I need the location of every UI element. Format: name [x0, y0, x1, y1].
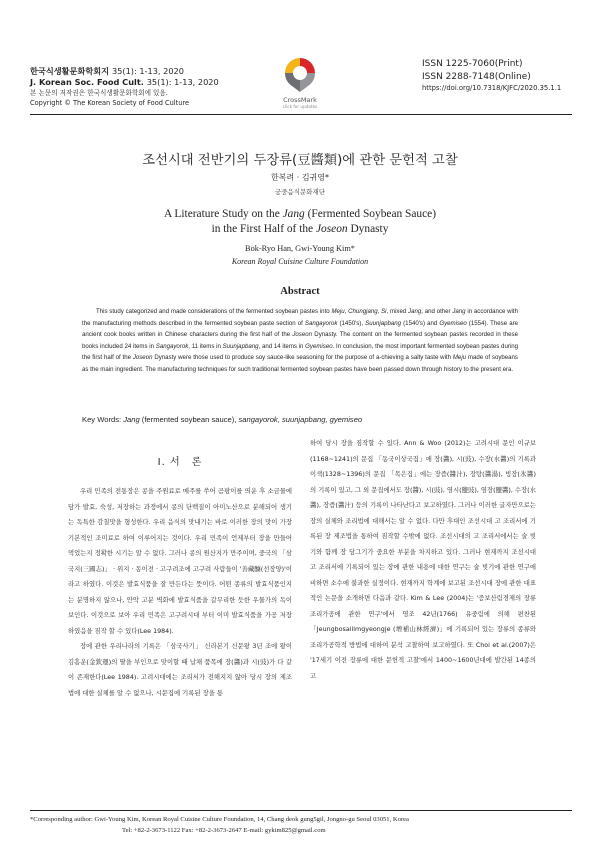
title-english: A Literature Study on the Jang (Fermented Soybean Sauce) in the First Half of the Joseon Dynasty — [163, 208, 437, 235]
corresponding-author-footnote — [30, 814, 575, 836]
header-rule — [30, 114, 572, 115]
copyright-en: Copyright © The Korean Society of Food Culture — [30, 99, 190, 107]
authors-korean: 한복려 · 김귀영* — [271, 173, 329, 182]
copyright-ko: 본 논문의 저작권은 한국식생활문화학회에 있음. — [30, 89, 168, 97]
crossmark-icon — [283, 56, 317, 94]
body-paragraph: 하여 당시 장을 짐작할 수 있다. Ann & Woo (2012)는 고려시대 문인 이규보(1168~1241)의 문집 「동국이상국집」에 장(醬), 시(豉), 수장(水醬)의 기록과 이색(1328~1396)의 문집 「목은집」에는 장즙(醬汁), 장탕(醬湯), 빙장(氷醬)의 기록이 있고, 그 외 문집에서도 장(醬), 시(豉), 염시(鹽豉), 염장(鹽醬), 수장(水醬), 장즙(醬汁) 등의 기록이 나타난다고 보고하였다. 그러나 이러한 글자만으로는 장의 실체와 조리법에 대해서는 알 수 없다. 다만 후대인 조선시대 고 조리서에 기록된 장 제조법을 통하여 짐작할 수밖에 없다. 조선시대의 고 조리서에서는 술 빚기와 함께 장 담그기가 중요한 부분을 차지하고 있다. 그러나 현재까지 조선시대 고 조리서에 기록되어 있는 장에 관한 내용에 대한 연구는 술 빚기에 관한 연구에 비하면 소수에 불과한 실정이다. 현재까지 학계에 보고된 조선시대 장에 관한 대표적인 논문을 소개하면 다음과 같다. Kim & Lee (2004)는 '증보산림경제의 장류 조리가공에 관한 연구'에서 영조 42년(1766) 유중림에 의해 편찬된 「Jeungbosallimgyeongje (增補山林經濟)」에 기록되어 있는 장류의 종류와 조리가공학적 방법에 대하여 분석 고찰하여 보고하였다. 또 Choi et al.(2007)은 '17세기 이전 장류에 대한 문헌적 고찰'에서 1400~1600년대에 발간된 14종의 고 — [310, 440, 536, 680]
section-heading-introduction: Ⅰ. 서 론 — [157, 457, 203, 468]
doi-link[interactable]: https://doi.org/10.7318/KJFC/2020.35.1.1 — [422, 84, 562, 92]
issn-online: ISSN 2288-7148(Online) — [422, 71, 531, 82]
keywords: Key Words: Jang (fermented soybean sauce), sangayorok, suunjapbang, gyemiseo — [82, 415, 363, 424]
abstract-heading: Abstract — [280, 286, 320, 297]
crossmark-label: CrossMark — [283, 96, 317, 104]
journal-name-en: J. Korean Soc. Food Cult. 35(1): 1-13, 2020 — [30, 77, 219, 87]
body-column-right — [310, 436, 536, 684]
body-paragraph: 장에 관한 우리나라의 기록은 「삼국사기」 신라본기 신문왕 3년 조에 왕이 김흠운(金欽運)의 딸을 부인으로 맞이할 때 납채 품목에 장(醬)과 시(豉)가 다 같이 존재한다(Lee 1984). 고려시대에는 조리서가 전해지지 않아 당시 장의 제조법에 대한 실체를 알 수 없으나, 시문집에 기록된 장을 통 — [68, 643, 292, 697]
authors-english: Bok-Ryo Han, Gwi-Young Kim* — [245, 244, 355, 253]
issn-print: ISSN 1225-7060(Print) — [422, 59, 523, 69]
body-column-left — [68, 436, 292, 701]
affiliation-english: Korean Royal Cuisine Culture Foundation — [231, 257, 369, 266]
crossmark-logo[interactable] — [270, 56, 330, 109]
affiliation-korean: 궁중음식문화재단 — [274, 188, 326, 196]
abstract-body: This study categorized and made considerations of the fermented soybean pastes into Meju, Chungjang, Si, mixed Jang, and other Jang in accordance with the manufacturing methods described in the fermented soybean paste section of Sangayorok (1450's), Suunjapbang (1540's) and Gyemiseo (1554). These are ancient cook books written in Chinese characters during the first half of the Joseon Dynasty. The content on the fermented soybean pastes recorded in these books included 24 items in Sangayorok, 11 items in Suunjapbang, and 14 items in Gyemiseo. In conclusion, the most important fermented soybean pastes during the first half of the Joseon Dynasty were those used to produce soy sauce-like seasoning for the purpose of a-chieving a salty taste with Meju made of soybeans as the main ingredient. The manufacturing techniques for such traditional fermented soybean pastes have been passed down through history to the present era. — [82, 308, 519, 373]
body-paragraph: 우리 민족의 전통장은 콩을 주원료로 메주를 쑤어 곰팡이를 띄운 후 소금물에 담가 발효, 숙성, 저장하는 과정에서 콩의 단백질이 아미노산으로 분해되어 생기는 독특한 감칠맛을 형성한다. 우리 음식의 맛내기는 바로 이러한 장의 맛이 가장 기본적인 조미료로 하여 이루어지는 것이다. 우리 민족이 언제부터 장을 만들어 먹었는지 정확한 시기는 알 수 없다. 그러나 콩의 원산지가 만주이며, 중국의 「삼국지(三國志)」 · 위지 · 동이전 · 고구려조에 고구려 사람들이 '善藏釀(선장양)'이라고 하였다. 이것은 발효식품을 잘 만든다는 뜻이다. 어떤 종류의 발효식품인지는 분명하지 않으나, 안악 고분 벽화에 발효식품을 갈무리한 듯한 우물가의 독이 보인다. 이것으로 보아 우리 민족은 고구려시대 부터 이미 발효식품을 가공 저장하였음을 짐작 할 수 있다(Lee 1984). — [68, 488, 292, 635]
footnote-line-1: *Corresponding author: Gwi-Young Kim, Korean Royal Cuisine Culture Foundation, 14, Chang deok gung5gil, Jongno-gu Seoul 03051, Korea — [30, 816, 409, 823]
title-korean: 조선시대 전반기의 두장류(豆醬類)에 관한 문헌적 고찰 — [142, 153, 458, 168]
footnote-line-2: Tel: +82-2-3673-1122 Fax: +82-2-3673-2647 E-mail: gykim825@gmail.com — [122, 827, 326, 834]
journal-name-ko: 한국식생활문화학회지 35(1): 1-13, 2020 — [30, 66, 184, 76]
footnote-rule — [30, 810, 572, 811]
issn-block — [422, 58, 572, 94]
crossmark-sub: click for updates — [282, 104, 318, 109]
